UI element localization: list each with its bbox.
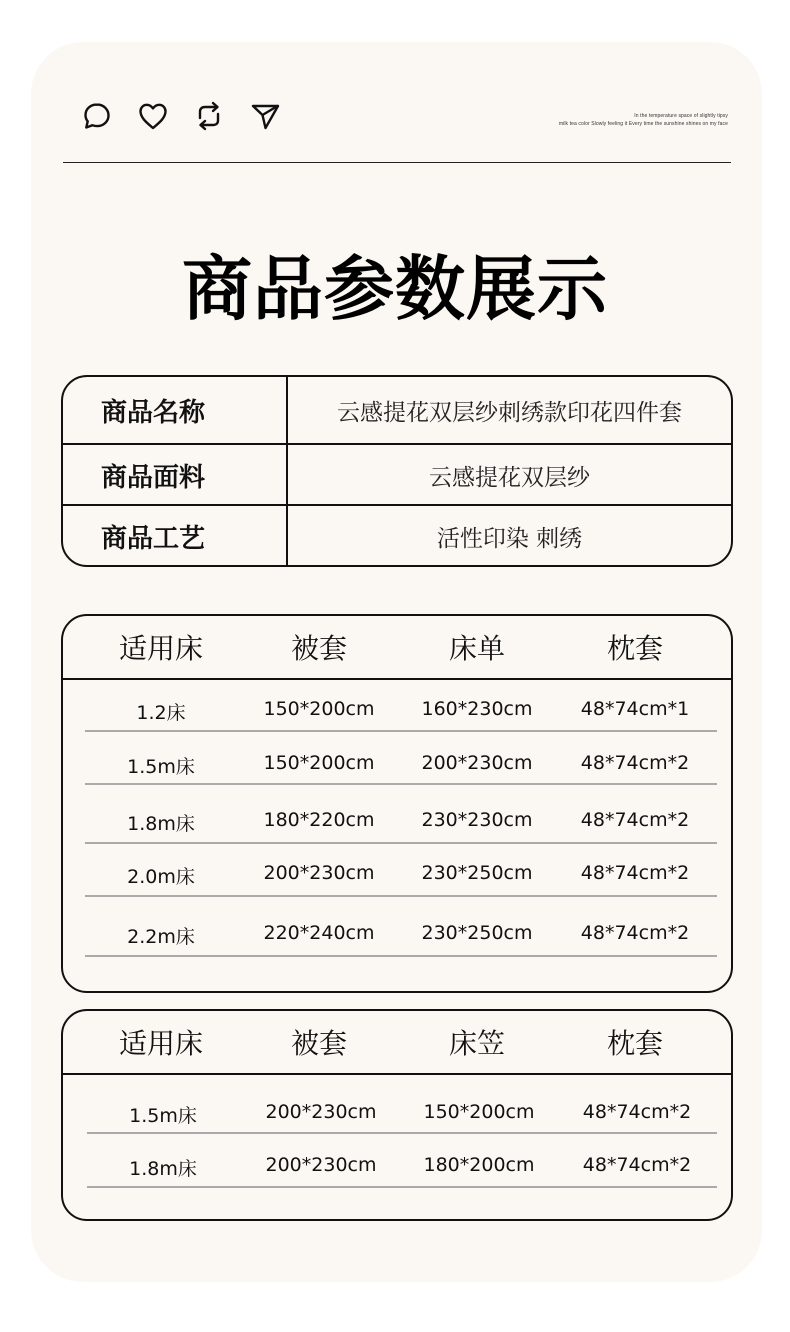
table-cell: 2.0m床 xyxy=(127,866,195,888)
table-cell: 200*230cm xyxy=(265,1101,377,1123)
info-row xyxy=(63,504,731,567)
table-header xyxy=(63,616,731,680)
table-cell: 200*230cm xyxy=(265,1154,377,1176)
table-cell: 200*230cm xyxy=(263,862,375,884)
table-cell: 230*230cm xyxy=(421,809,533,831)
tagline-line-2: milk tea color Slowly feeling it Every time the sunshine shines on my face xyxy=(558,121,728,127)
header-cell: 枕套 xyxy=(606,1027,663,1060)
info-value: 云感提花双层纱刺绣款印花四件套 xyxy=(337,399,682,426)
table-cell: 48*74cm*2 xyxy=(580,922,690,944)
table-cell: 48*74cm*2 xyxy=(580,809,690,831)
header-divider xyxy=(63,162,731,163)
table-cell: 150*200cm xyxy=(423,1101,535,1123)
table-row xyxy=(87,1134,717,1188)
tagline xyxy=(559,112,728,128)
table-cell: 160*230cm xyxy=(421,698,533,720)
repost-icon[interactable] xyxy=(192,99,226,133)
header-cell: 被套 xyxy=(290,1027,347,1060)
table-cell: 200*230cm xyxy=(421,752,533,774)
table-row xyxy=(85,680,717,732)
info-value: 云感提花双层纱 xyxy=(429,465,590,491)
info-value: 活性印染 刺绣 xyxy=(436,526,583,552)
table-cell: 230*250cm xyxy=(421,922,533,944)
table-row xyxy=(85,897,717,957)
table-cell: 48*74cm*2 xyxy=(580,752,690,774)
table-cell: 1.8m床 xyxy=(127,813,195,835)
table-row xyxy=(85,732,717,785)
tagline-line-1: In the temperature space of slightly tipsy xyxy=(634,113,728,119)
table-cell: 180*200cm xyxy=(423,1154,535,1176)
header-cell: 适用床 xyxy=(118,632,203,665)
social-toolbar xyxy=(80,98,282,134)
table-cell: 1.5m床 xyxy=(129,1105,197,1127)
header-cell: 枕套 xyxy=(606,632,663,665)
send-icon[interactable] xyxy=(248,99,282,133)
size-table-fitted-sheet xyxy=(61,1009,733,1221)
info-row xyxy=(63,377,731,443)
table-cell: 48*74cm*1 xyxy=(580,698,690,720)
table-cell: 2.2m床 xyxy=(127,926,195,948)
page-title: 商品参数展示 xyxy=(182,248,608,330)
table-cell: 48*74cm*2 xyxy=(582,1101,692,1123)
table-cell: 48*74cm*2 xyxy=(582,1154,692,1176)
info-row xyxy=(63,443,731,506)
comment-icon[interactable] xyxy=(80,99,114,133)
table-row xyxy=(85,785,717,844)
table-cell: 150*200cm xyxy=(263,752,375,774)
size-table-flat-sheet xyxy=(61,614,733,993)
table-cell: 230*250cm xyxy=(421,862,533,884)
info-key: 商品工艺 xyxy=(101,524,206,554)
table-cell: 1.5m床 xyxy=(127,756,195,778)
info-key: 商品名称 xyxy=(101,397,206,428)
heart-icon[interactable] xyxy=(136,99,170,133)
table-header xyxy=(63,1011,731,1075)
header-cell: 床单 xyxy=(448,632,505,665)
table-cell: 48*74cm*2 xyxy=(580,862,690,884)
table-cell: 1.8m床 xyxy=(129,1158,197,1180)
table-cell: 180*220cm xyxy=(263,809,375,831)
product-info-table xyxy=(61,375,733,567)
table-row xyxy=(87,1075,717,1134)
header-cell: 床笠 xyxy=(448,1027,505,1060)
table-row xyxy=(85,844,717,897)
table-cell: 1.2床 xyxy=(136,702,186,724)
header-cell: 适用床 xyxy=(118,1027,203,1060)
table-cell: 220*240cm xyxy=(263,922,375,944)
table-cell: 150*200cm xyxy=(263,698,375,720)
header-cell: 被套 xyxy=(290,632,347,665)
info-key: 商品面料 xyxy=(101,463,206,493)
